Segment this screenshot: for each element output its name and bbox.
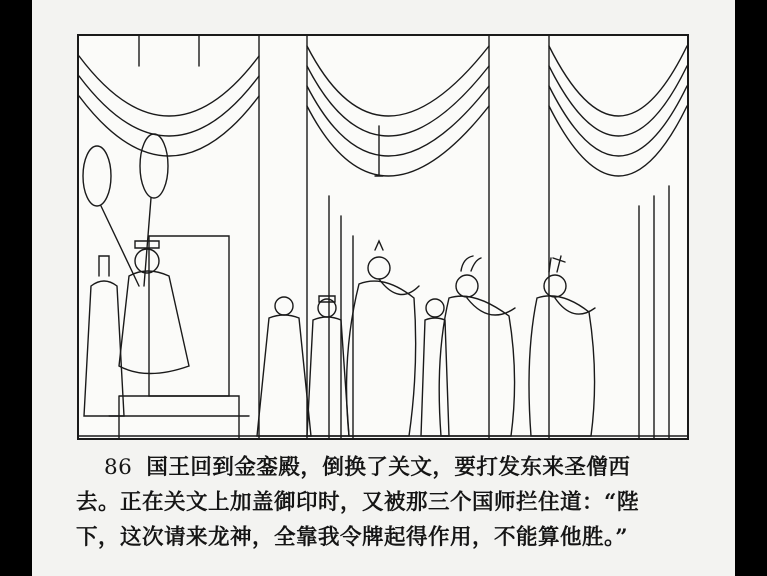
hall-pillars (259, 36, 549, 438)
caption-line-1 (76, 450, 694, 485)
panel-number: 86 (104, 455, 133, 480)
caption-line-1-text: 国王回到金銮殿，倒换了关文，要打发东来圣僧西 (146, 455, 631, 480)
caption-line-3: 下，这次请来龙神，全靠我令牌起得作用，不能算他胜。” (76, 525, 629, 550)
caption-line-2: 去。正在关文上加盖御印时，又被那三个国师拦住道：“陛 (76, 490, 639, 515)
hall-drapes (79, 36, 687, 438)
court-officials (257, 296, 349, 436)
throne-hall-drawing (79, 36, 687, 438)
three-preceptors (347, 241, 595, 436)
king-figure (84, 241, 189, 416)
panel-illustration (77, 34, 689, 440)
caption-text (76, 450, 694, 555)
ceremonial-fans (83, 134, 168, 286)
comic-page (32, 0, 735, 576)
